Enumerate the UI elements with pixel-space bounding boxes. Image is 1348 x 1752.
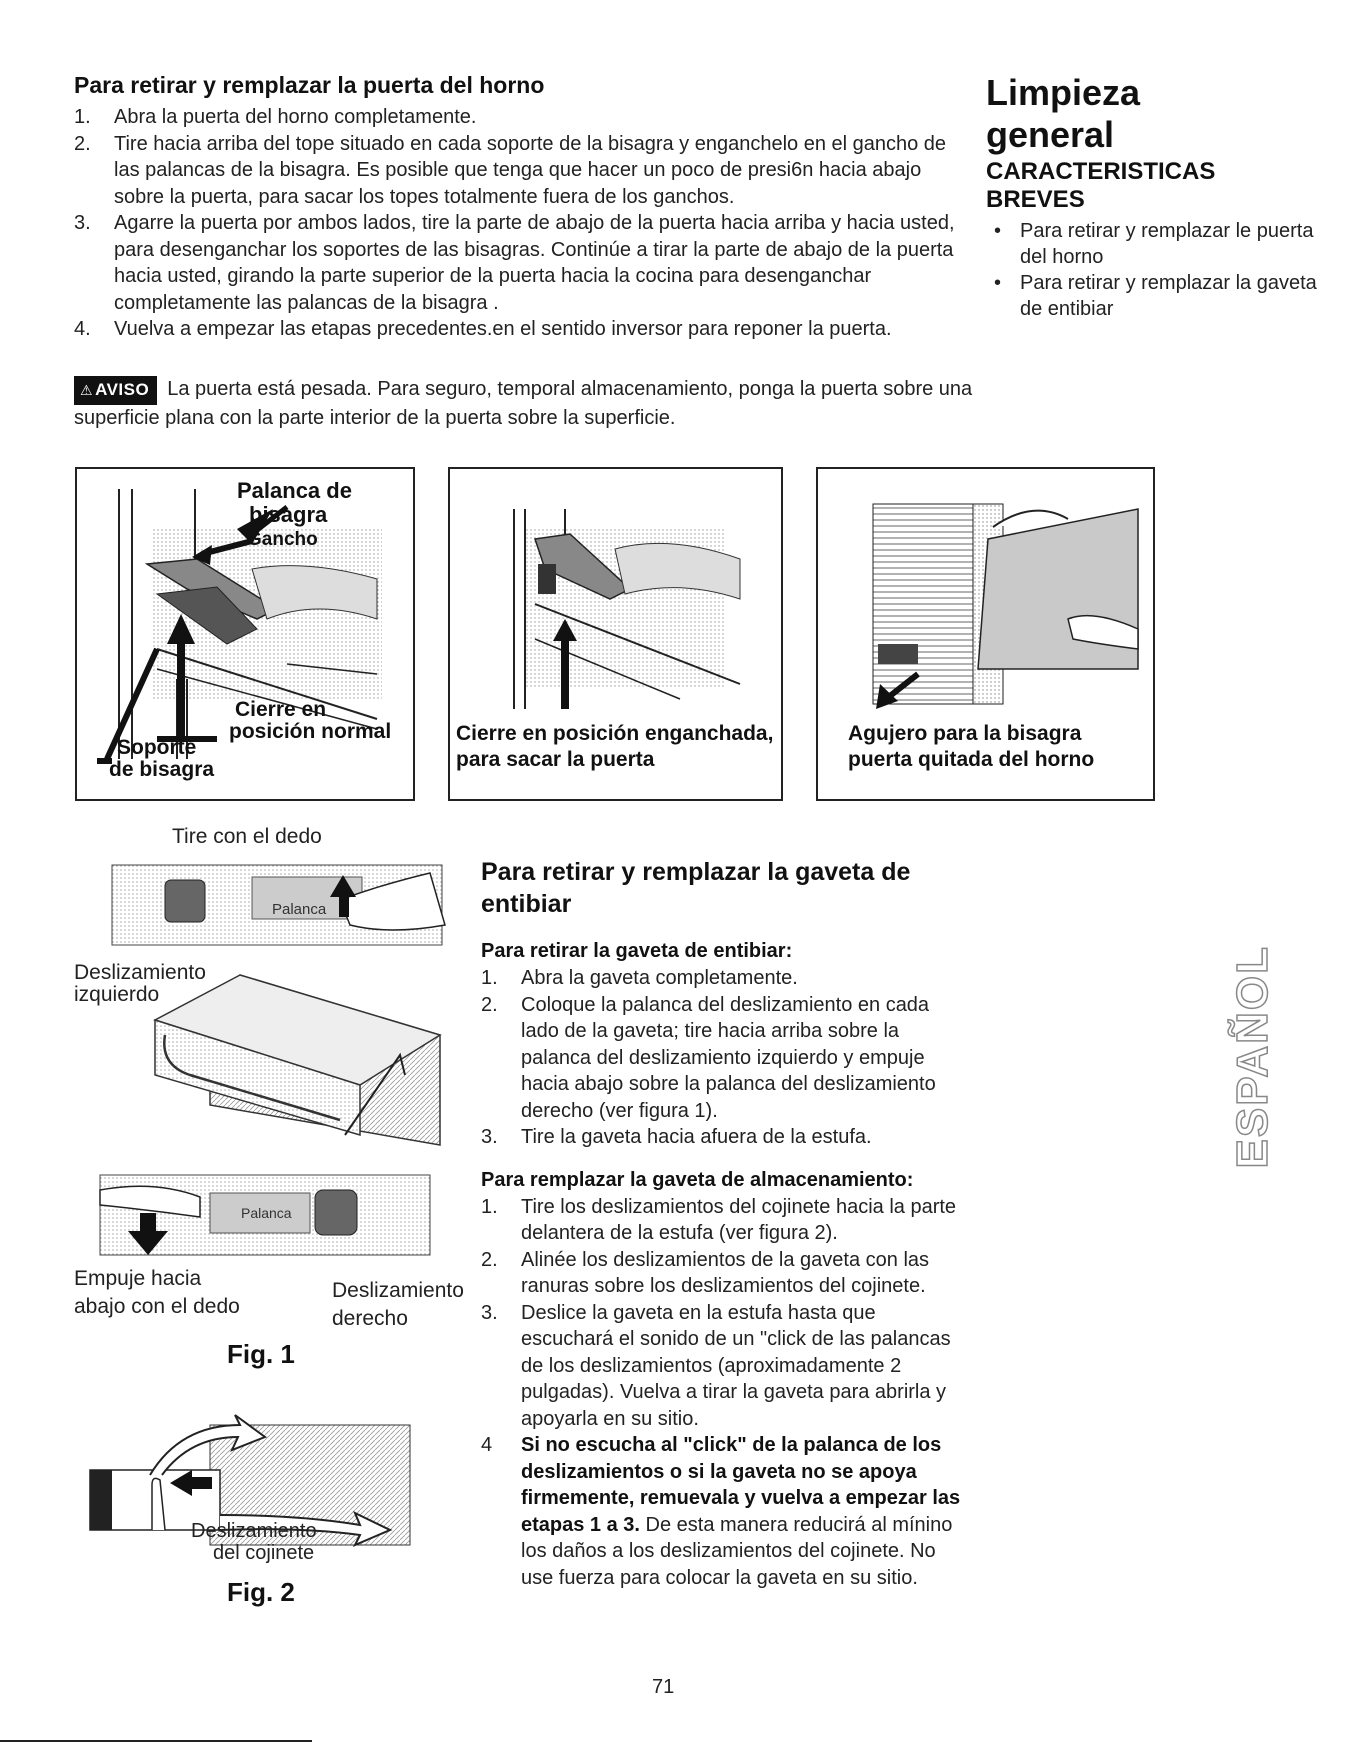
fig1-label: Fig. 1 bbox=[227, 1339, 295, 1369]
label-palanca-bisagra: Palanca de bisagra bbox=[237, 478, 352, 527]
fig2-caption: Cierre en posición enganchada, para sacar la puerta bbox=[456, 722, 774, 771]
remove-drawer-steps bbox=[481, 965, 971, 1151]
drawer-slide-illustration bbox=[60, 825, 470, 1630]
figure-hinge-normal bbox=[75, 467, 415, 801]
replace-step: 3. Deslice la gaveta en la estufa hasta que escuchará el sonido de un "click de las palancas de los deslizamientos (aproximadamente 2 pulgadas). Vuelva a tirar la gaveta para abrirla y apoyarla en su sitio. bbox=[481, 1301, 951, 1430]
door-step: 4. Vuelva a empezar las etapas precedentes.en el sentido inversor para reponer la puerta. bbox=[74, 318, 892, 340]
figure-door-removed bbox=[816, 467, 1155, 801]
label-soporte-bisagra: Soporte de bisagra bbox=[109, 736, 215, 781]
drawer-section-title: Para retirar y remplazar la gaveta de entibiar bbox=[481, 858, 911, 918]
replace-drawer-heading: Para remplazar la gaveta de almacenamiento: bbox=[481, 1168, 914, 1191]
bottom-rule bbox=[0, 1740, 312, 1742]
sidebar-feature-item: • Para retirar y remplazar la gaveta de entibiar bbox=[994, 272, 1317, 320]
side-tab-espanol: ESPAÑOL bbox=[1228, 945, 1277, 1169]
remove-step: 1. Abra la gaveta completamente. bbox=[481, 967, 798, 989]
sidebar-subtitle-line1: CARACTERISTICAS bbox=[986, 158, 1216, 185]
remove-drawer-heading: Para retirar la gaveta de entibiar: bbox=[481, 940, 793, 962]
remove-step: 2. Coloque la palanca del deslizamiento en cada lado de la gaveta; tire hacia arriba sobre la palanca del deslizamiento izquierdo y empuje hacia abajo sobre la palanca del deslizamiento derecho (ver figura 1). bbox=[481, 993, 936, 1122]
drawer-figures bbox=[60, 825, 470, 1630]
label-deslizamiento-cojinete: Deslizamiento del cojinete bbox=[191, 1520, 317, 1564]
page-number: 71 bbox=[652, 1676, 675, 1698]
hinge-hooked-illustration bbox=[450, 469, 781, 719]
label-tire-con-dedo: Tire con el dedo bbox=[172, 825, 322, 848]
replace-drawer-steps bbox=[481, 1194, 971, 1592]
sidebar-subtitle-line2: BREVES bbox=[986, 186, 1085, 213]
warning-note bbox=[74, 376, 974, 431]
label-empuje-hacia-abajo: Empuje hacia abajo con el dedo bbox=[74, 1267, 240, 1318]
label-palanca-bottom: Palanca bbox=[241, 1205, 292, 1221]
bullet-icon: • bbox=[994, 220, 1002, 242]
door-step: 3. Agarre la puerta por ambos lados, tire la parte de abajo de la puerta hacia arriba y hacia usted, para desenganchar los soportes de las bisagras. Continúe a tirar la parte de abajo de la puerta hacia usted, girando la parte superior de la puerta hacia la cocina para desenganchar completamente las palancas de la bisagra . bbox=[74, 212, 955, 314]
door-removed-illustration bbox=[818, 469, 1153, 719]
figure-hinge-hooked bbox=[448, 467, 783, 801]
fig3-caption: Agujero para la bisagra puerta quitada del horno bbox=[848, 722, 1095, 771]
door-section-title: Para retirar y remplazar la puerta del horno bbox=[74, 72, 545, 98]
fig2-label: Fig. 2 bbox=[227, 1577, 295, 1607]
warning-text: La puerta está pesada. Para seguro, temporal almacenamiento, ponga la puerta sobre una superficie plana con la parte interior de la puerta sobre la superficie. bbox=[74, 378, 973, 429]
label-cierre-normal: Cierre en posición normal bbox=[229, 698, 392, 743]
replace-step: 1. Tire los deslizamientos del cojinete hacia la parte delantera de la estufa (ver figura 2). bbox=[481, 1195, 957, 1244]
label-deslizamiento-derecho: Deslizamiento derecho bbox=[332, 1279, 464, 1330]
sidebar-feature-list bbox=[986, 218, 1326, 322]
label-deslizamiento-izquierdo: Deslizamiento izquierdo bbox=[74, 961, 206, 1006]
remove-step: 3. Tire la gaveta hacia afuera de la estufa. bbox=[481, 1126, 872, 1148]
bullet-icon: • bbox=[994, 272, 1002, 294]
door-step: 2. Tire hacia arriba del tope situado en cada soporte de la bisagra y enganchelo en el gancho de las palancas de la bisagra. Es posible que tenga que hacer un poco de presi6n hacia abajo sobre la puerta, para sacar los topes totalmente fuera de los ganchos. bbox=[74, 132, 947, 208]
sidebar-title-line2: general bbox=[986, 114, 1115, 155]
door-step: 1. Abra la puerta del horno completamente. bbox=[74, 106, 477, 128]
drawer-section bbox=[481, 856, 971, 1591]
label-palanca-top: Palanca bbox=[272, 901, 327, 918]
label-gancho: Gancho bbox=[247, 529, 318, 550]
sidebar-feature-item: • Para retirar y remplazar le puerta del horno bbox=[994, 220, 1314, 268]
sidebar-title-line1: Limpieza bbox=[986, 72, 1141, 113]
aviso-badge: ⚠ AVISO bbox=[74, 376, 157, 405]
door-steps-list bbox=[74, 104, 962, 343]
replace-step: 2. Alinée los deslizamientos de la gaveta con las ranuras sobre los deslizamientos del cojinete. bbox=[481, 1248, 930, 1297]
warning-triangle-icon: ⚠ bbox=[80, 382, 94, 398]
sidebar-quick-features bbox=[986, 72, 1326, 322]
replace-step: 4 Si no escucha al "click" de la palanca de los deslizamientos o si la gaveta no se apoya firmemente, remuevala y vuelva a empezar las etapas 1 a 3. De esta manera reducirá al mínino los daños a los deslizamientos del cojinete. No use fuerza para colocar la gaveta en su sitio. bbox=[481, 1434, 961, 1589]
